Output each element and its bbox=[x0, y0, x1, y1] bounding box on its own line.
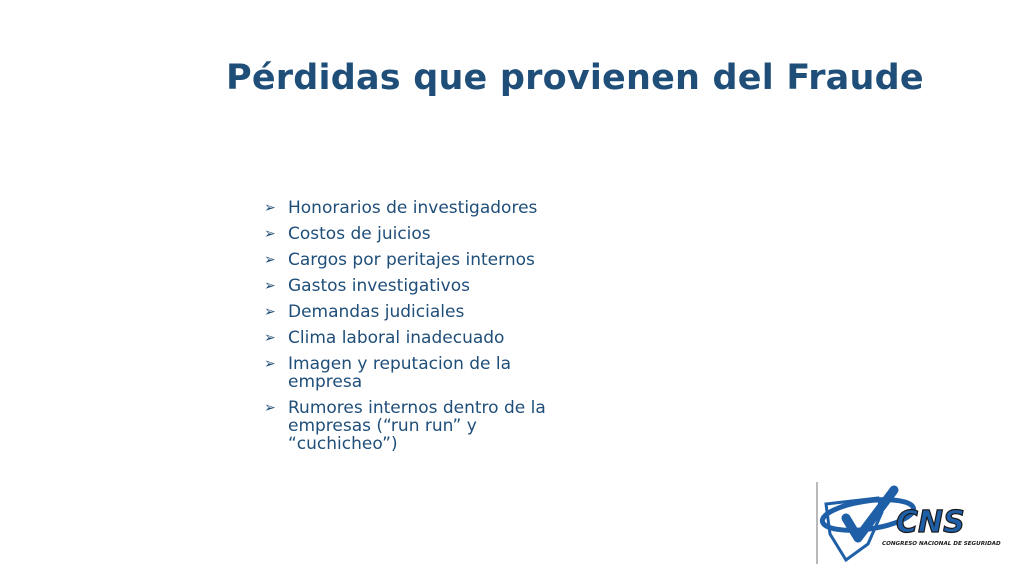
arrow-bullet-icon: ➢ bbox=[264, 278, 276, 294]
list-item bbox=[264, 251, 564, 269]
arrow-bullet-icon: ➢ bbox=[264, 330, 276, 346]
bullet-list bbox=[264, 199, 564, 461]
list-item bbox=[264, 399, 564, 453]
list-item bbox=[264, 277, 564, 295]
cns-logo bbox=[816, 482, 1016, 564]
list-item-text: Imagen y reputacion de la empresa bbox=[288, 354, 512, 392]
arrow-bullet-icon: ➢ bbox=[264, 304, 276, 320]
arrow-bullet-icon: ➢ bbox=[264, 226, 276, 242]
list-item-text: Demandas judiciales bbox=[288, 302, 465, 322]
slide-title: Pérdidas que provienen del Fraude bbox=[226, 58, 924, 98]
arrow-bullet-icon: ➢ bbox=[264, 252, 276, 268]
arrow-bullet-icon: ➢ bbox=[264, 200, 276, 216]
list-item bbox=[264, 329, 564, 347]
list-item-text: Rumores internos dentro de la empresas (“run run” y “cuchicheo”) bbox=[288, 398, 546, 454]
list-item bbox=[264, 355, 564, 391]
logo-subtitle: CONGRESO NACIONAL DE SEGURIDAD bbox=[882, 541, 1001, 547]
list-item-text: Clima laboral inadecuado bbox=[288, 328, 505, 348]
arrow-bullet-icon: ➢ bbox=[264, 400, 276, 416]
logo-name: CNS bbox=[896, 505, 965, 540]
list-item bbox=[264, 303, 564, 321]
arrow-bullet-icon: ➢ bbox=[264, 356, 276, 372]
list-item bbox=[264, 199, 564, 217]
list-item-text: Gastos investigativos bbox=[288, 276, 470, 296]
list-item-text: Costos de juicios bbox=[288, 224, 431, 244]
list-item-text: Honorarios de investigadores bbox=[288, 198, 538, 218]
list-item-text: Cargos por peritajes internos bbox=[288, 250, 535, 270]
list-item bbox=[264, 225, 564, 243]
